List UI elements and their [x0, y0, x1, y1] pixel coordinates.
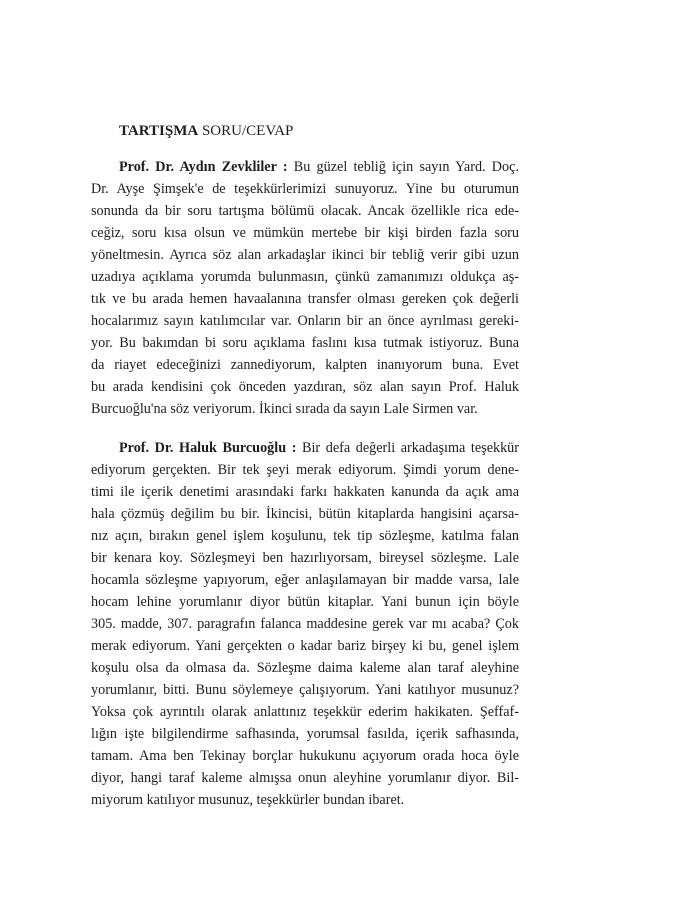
speaker-name: Prof. Dr. Aydın Zevkliler : — [119, 159, 288, 175]
paragraph-line: koşulu olsa da olmasa da. Sözleşme daima kaleme alan taraf aleyhine — [91, 660, 519, 676]
speaker-name: Prof. Dr. Haluk Burcuoğlu : — [119, 440, 297, 456]
paragraph-line: hocam lehine yorumlanır diyor bütün kitaplar. Yani bunun için böyle — [91, 594, 519, 610]
paragraph-line: hala çözmüş değilim bu bir. İkincisi, bütün kitaplarda hangisini açarsa- — [91, 506, 519, 522]
paragraph-line: Burcuoğlu'na söz veriyorum. İkinci sırada da sayın Lale Sirmen var. — [91, 401, 478, 417]
paragraph-line: tık ve bu arada hemen havaalanına transfer olması gereken çok değerli — [91, 291, 519, 307]
paragraph-line — [119, 157, 519, 177]
paragraph-line: Yoksa çok ayrıntılı olarak anlattınız teşekkür ederim hakikaten. Şeffaf- — [91, 704, 519, 720]
paragraph-line: diyor, hangi taraf kaleme almışsa onun aleyhine yorumlanır diyor. Bil- — [91, 770, 519, 786]
paragraph-line: lığın işte bilgilendirme safhasında, yorumsal fasılda, içerik safhasında, — [91, 726, 519, 742]
line-text: Bu güzel tebliğ için sayın Yard. Doç. — [287, 159, 519, 175]
paragraph-line: hocamla sözleşme yapıyorum, eğer anlaşılamayan bir madde varsa, lale — [91, 572, 519, 588]
paragraph-line: bu arada kendisini çok önceden yazdıran, söz alan sayın Prof. Haluk — [91, 379, 519, 395]
heading-bold: TARTIŞMA — [119, 123, 199, 139]
paragraph-line: timi ile içerik denetimi arasındaki farkı hakkaten kanunda da açık ama — [91, 484, 519, 500]
paragraph-line: yor. Bu bakımdan bi soru açıklama faslını kısa tutmak istiyoruz. Buna — [91, 335, 519, 351]
paragraph-line: da riayet edeceğinizi zannediyorum, kalpten inanıyorum buna. Evet — [91, 357, 519, 373]
paragraph-line: 305. madde, 307. paragrafın falanca maddesine gerek var mı acaba? Çok — [91, 616, 519, 632]
paragraph-line: ceğiz, soru kısa olsun ve mümkün mertebe bir kişi birden fazla soru — [91, 225, 519, 241]
paragraph-line: tamam. Ama ben Tekinay borçlar hukukunu açıyorum orada hoca öyle — [91, 748, 519, 764]
paragraph-line: sonunda da bir soru tartışma bölümü olacak. Ancak özellikle rica ede- — [91, 203, 519, 219]
paragraph-line: yorumlanır, bitti. Bunu söylemeye çalışıyorum. Yani katılıyor musunuz? — [91, 682, 519, 698]
paragraph-line — [119, 438, 519, 458]
paragraph-line: miyorum katılıyor musunuz, teşekkürler bundan ibaret. — [91, 792, 405, 808]
section-heading — [119, 121, 293, 141]
paragraph-line: merak ediyorum. Yani gerçekten o kadar bariz birşey ki bu, genel işlem — [91, 638, 519, 654]
paragraph-line: yöneltmesin. Ayrıca söz alan arkadaşlar ikinci bir tebliğ verir gibi uzun — [91, 247, 519, 263]
paragraph-line: ediyorum gerçekten. Bir tek şeyi merak ediyorum. Şimdi yorum dene- — [91, 462, 519, 478]
paragraph-line: bir kenara koy. Sözleşmeyi ben hazırlıyorsam, bireysel sözleşme. Lale — [91, 550, 519, 566]
paragraph-line: uzadıya açıklama yorumda bulunmasın, çünkü zamanımızı oldukça aş- — [91, 269, 519, 285]
heading-rest: SORU/CEVAP — [198, 123, 294, 139]
line-text: Bir defa değerli arkadaşıma teşekkür — [296, 440, 519, 456]
paragraph-line: Dr. Ayşe Şimşek'e de teşekkürlerimizi sunuyoruz. Yine bu oturumun — [91, 181, 519, 197]
paragraph-line: hocalarımız sayın katılımcılar var. Onların bir an önce ayrılması gereki- — [91, 313, 519, 329]
paragraph-line: nız açın, bırakın genel işlem koşulunu, tek tip sözleşme, katılma falan — [91, 528, 519, 544]
